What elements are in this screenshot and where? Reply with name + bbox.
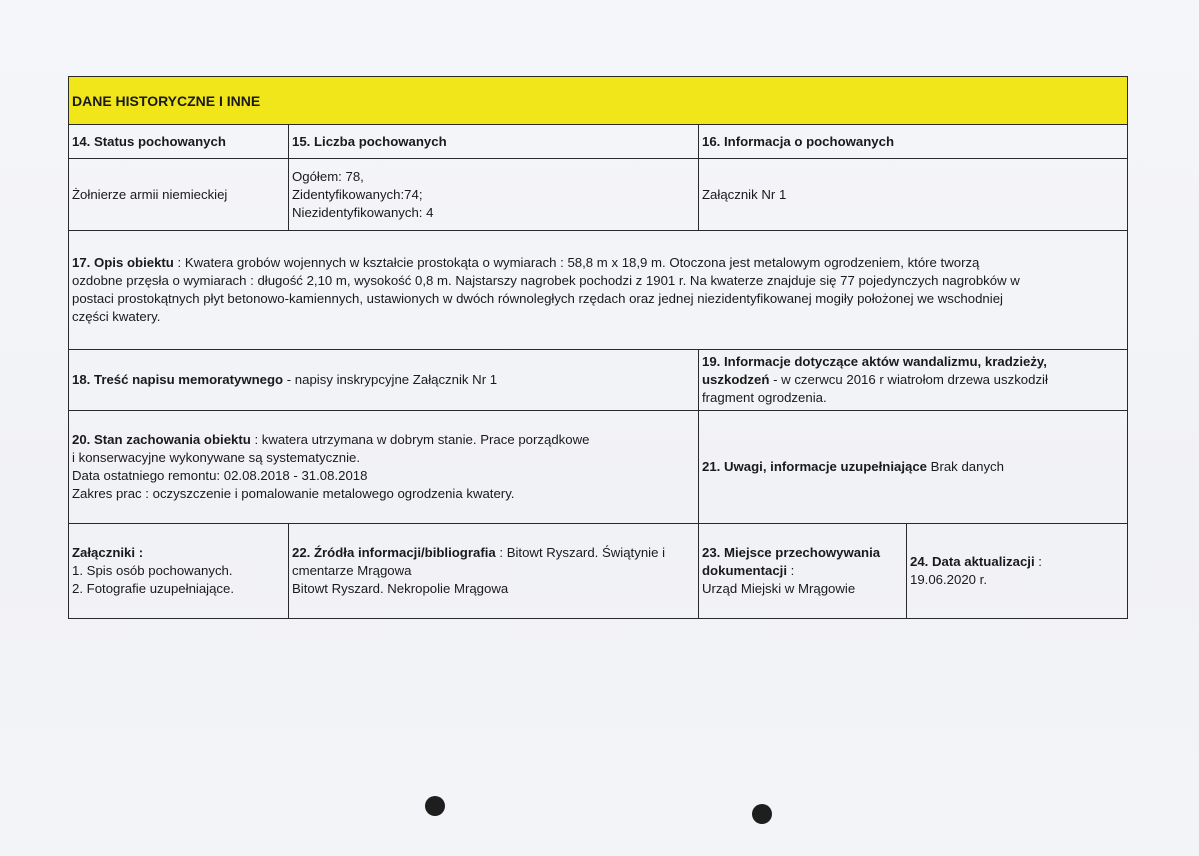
description-line-3: postaci prostokątnych płyt betonowo-kamiennych, ustawionych w dwóch równoległych rzędach oraz jednej niezidentyfikowanej mogiły położonej we wschodniej — [72, 291, 1003, 306]
sources-cell — [289, 524, 699, 619]
sources-label: 22. Źródła informacji/bibliografia — [292, 545, 496, 560]
status-value: Żołnierze armii niemieckiej — [69, 159, 289, 231]
condition-line-2: i konserwacyjne wykonywane są systematycznie. — [72, 450, 361, 465]
condition-remarks-row — [69, 411, 1128, 524]
description-line-4: części kwatery. — [72, 309, 161, 324]
punch-hole-left — [425, 796, 445, 816]
inscription-value: - napisy inskrypcyjne Załącznik Nr 1 — [283, 372, 498, 387]
vandalism-value: - w czerwcu 2016 r wiatrołom drzewa uszkodził — [769, 372, 1048, 387]
condition-label: 20. Stan zachowania obiektu — [72, 432, 251, 447]
info-label: 16. Informacja o pochowanych — [699, 125, 1128, 159]
vandalism-label-cont: uszkodzeń — [702, 372, 770, 387]
count-unidentified: Niezidentyfikowanych: 4 — [292, 204, 434, 220]
count-identified: Zidentyfikowanych:74; — [292, 186, 423, 202]
section-header-row — [69, 77, 1128, 125]
sources-line-2: cmentarze Mrągowa — [292, 563, 412, 578]
inscription-label: 18. Treść napisu memoratywnego — [72, 372, 284, 387]
condition-cell — [69, 411, 699, 524]
remarks-value: Brak danych — [927, 459, 1004, 474]
description-line-1: : Kwatera grobów wojennych w kształcie prostokąta o wymiarach : 58,8 m x 18,9 m. Otoczona jest metalowym ogrodzeniem, które tworzą — [173, 255, 980, 270]
sources-line-1: : Bitowt Ryszard. Świątynie i — [495, 545, 666, 560]
condition-line-3: Data ostatniego remontu: 02.08.2018 - 31.08.2018 — [72, 468, 368, 483]
description-label: 17. Opis obiektu — [72, 255, 174, 270]
count-total: Ogółem: 78, — [292, 168, 364, 184]
storage-value: Urząd Miejski w Mrągowie — [702, 581, 856, 596]
object-description — [69, 231, 1128, 350]
description-line-2: ozdobne przęsła o wymiarach : długość 2,10 m, wysokość 0,8 m. Najstarszy nagrobek pochodzi z 1901 r. Na kwaterze znajduje się 77 pojedynczych nagrobków w — [72, 273, 1020, 288]
sources-line-3: Bitowt Ryszard. Nekropolie Mrągowa — [292, 581, 509, 596]
condition-value: : kwatera utrzymana w dobrym stanie. Prace porządkowe — [250, 432, 590, 447]
attachments-label: Załączniki : — [72, 545, 144, 560]
inscription-vandalism-row — [69, 350, 1128, 411]
historical-data-table — [68, 76, 1128, 619]
remarks-label: 21. Uwagi, informacje uzupełniające — [702, 459, 927, 474]
vandalism-cell — [699, 350, 1128, 411]
storage-label: 23. Miejsce przechowywania — [702, 545, 881, 560]
remarks-cell — [699, 411, 1128, 524]
vandalism-label: 19. Informacje dotyczące aktów wandalizmu, kradzieży, — [702, 354, 1047, 369]
update-date-label: 24. Data aktualizacji — [910, 554, 1035, 569]
storage-label-cont: dokumentacji — [702, 563, 788, 578]
inscription-cell — [69, 350, 699, 411]
info-value: Załącznik Nr 1 — [699, 159, 1128, 231]
storage-cell — [699, 524, 907, 619]
count-label: 15. Liczba pochowanych — [289, 125, 699, 159]
storage-label-suffix: : — [787, 563, 795, 578]
condition-line-4: Zakres prac : oczyszczenie i pomalowanie metalowego ogrodzenia kwatery. — [72, 486, 515, 501]
attachments-cell — [69, 524, 289, 619]
description-row — [69, 231, 1128, 350]
update-date-label-suffix: : — [1034, 554, 1042, 569]
update-date-cell — [907, 524, 1128, 619]
attachment-item: 2. Fotografie uzupełniające. — [72, 581, 235, 596]
vandalism-value-cont: fragment ogrodzenia. — [702, 390, 827, 405]
section-title: DANE HISTORYCZNE I INNE — [69, 77, 1128, 125]
status-label: 14. Status pochowanych — [69, 125, 289, 159]
punch-hole-right — [752, 804, 772, 824]
values-row-14-16 — [69, 159, 1128, 231]
attachment-item: 1. Spis osób pochowanych. — [72, 563, 233, 578]
update-date-value: 19.06.2020 r. — [910, 572, 987, 587]
count-value — [289, 159, 699, 231]
footer-row — [69, 524, 1128, 619]
labels-row-14-16 — [69, 125, 1128, 159]
